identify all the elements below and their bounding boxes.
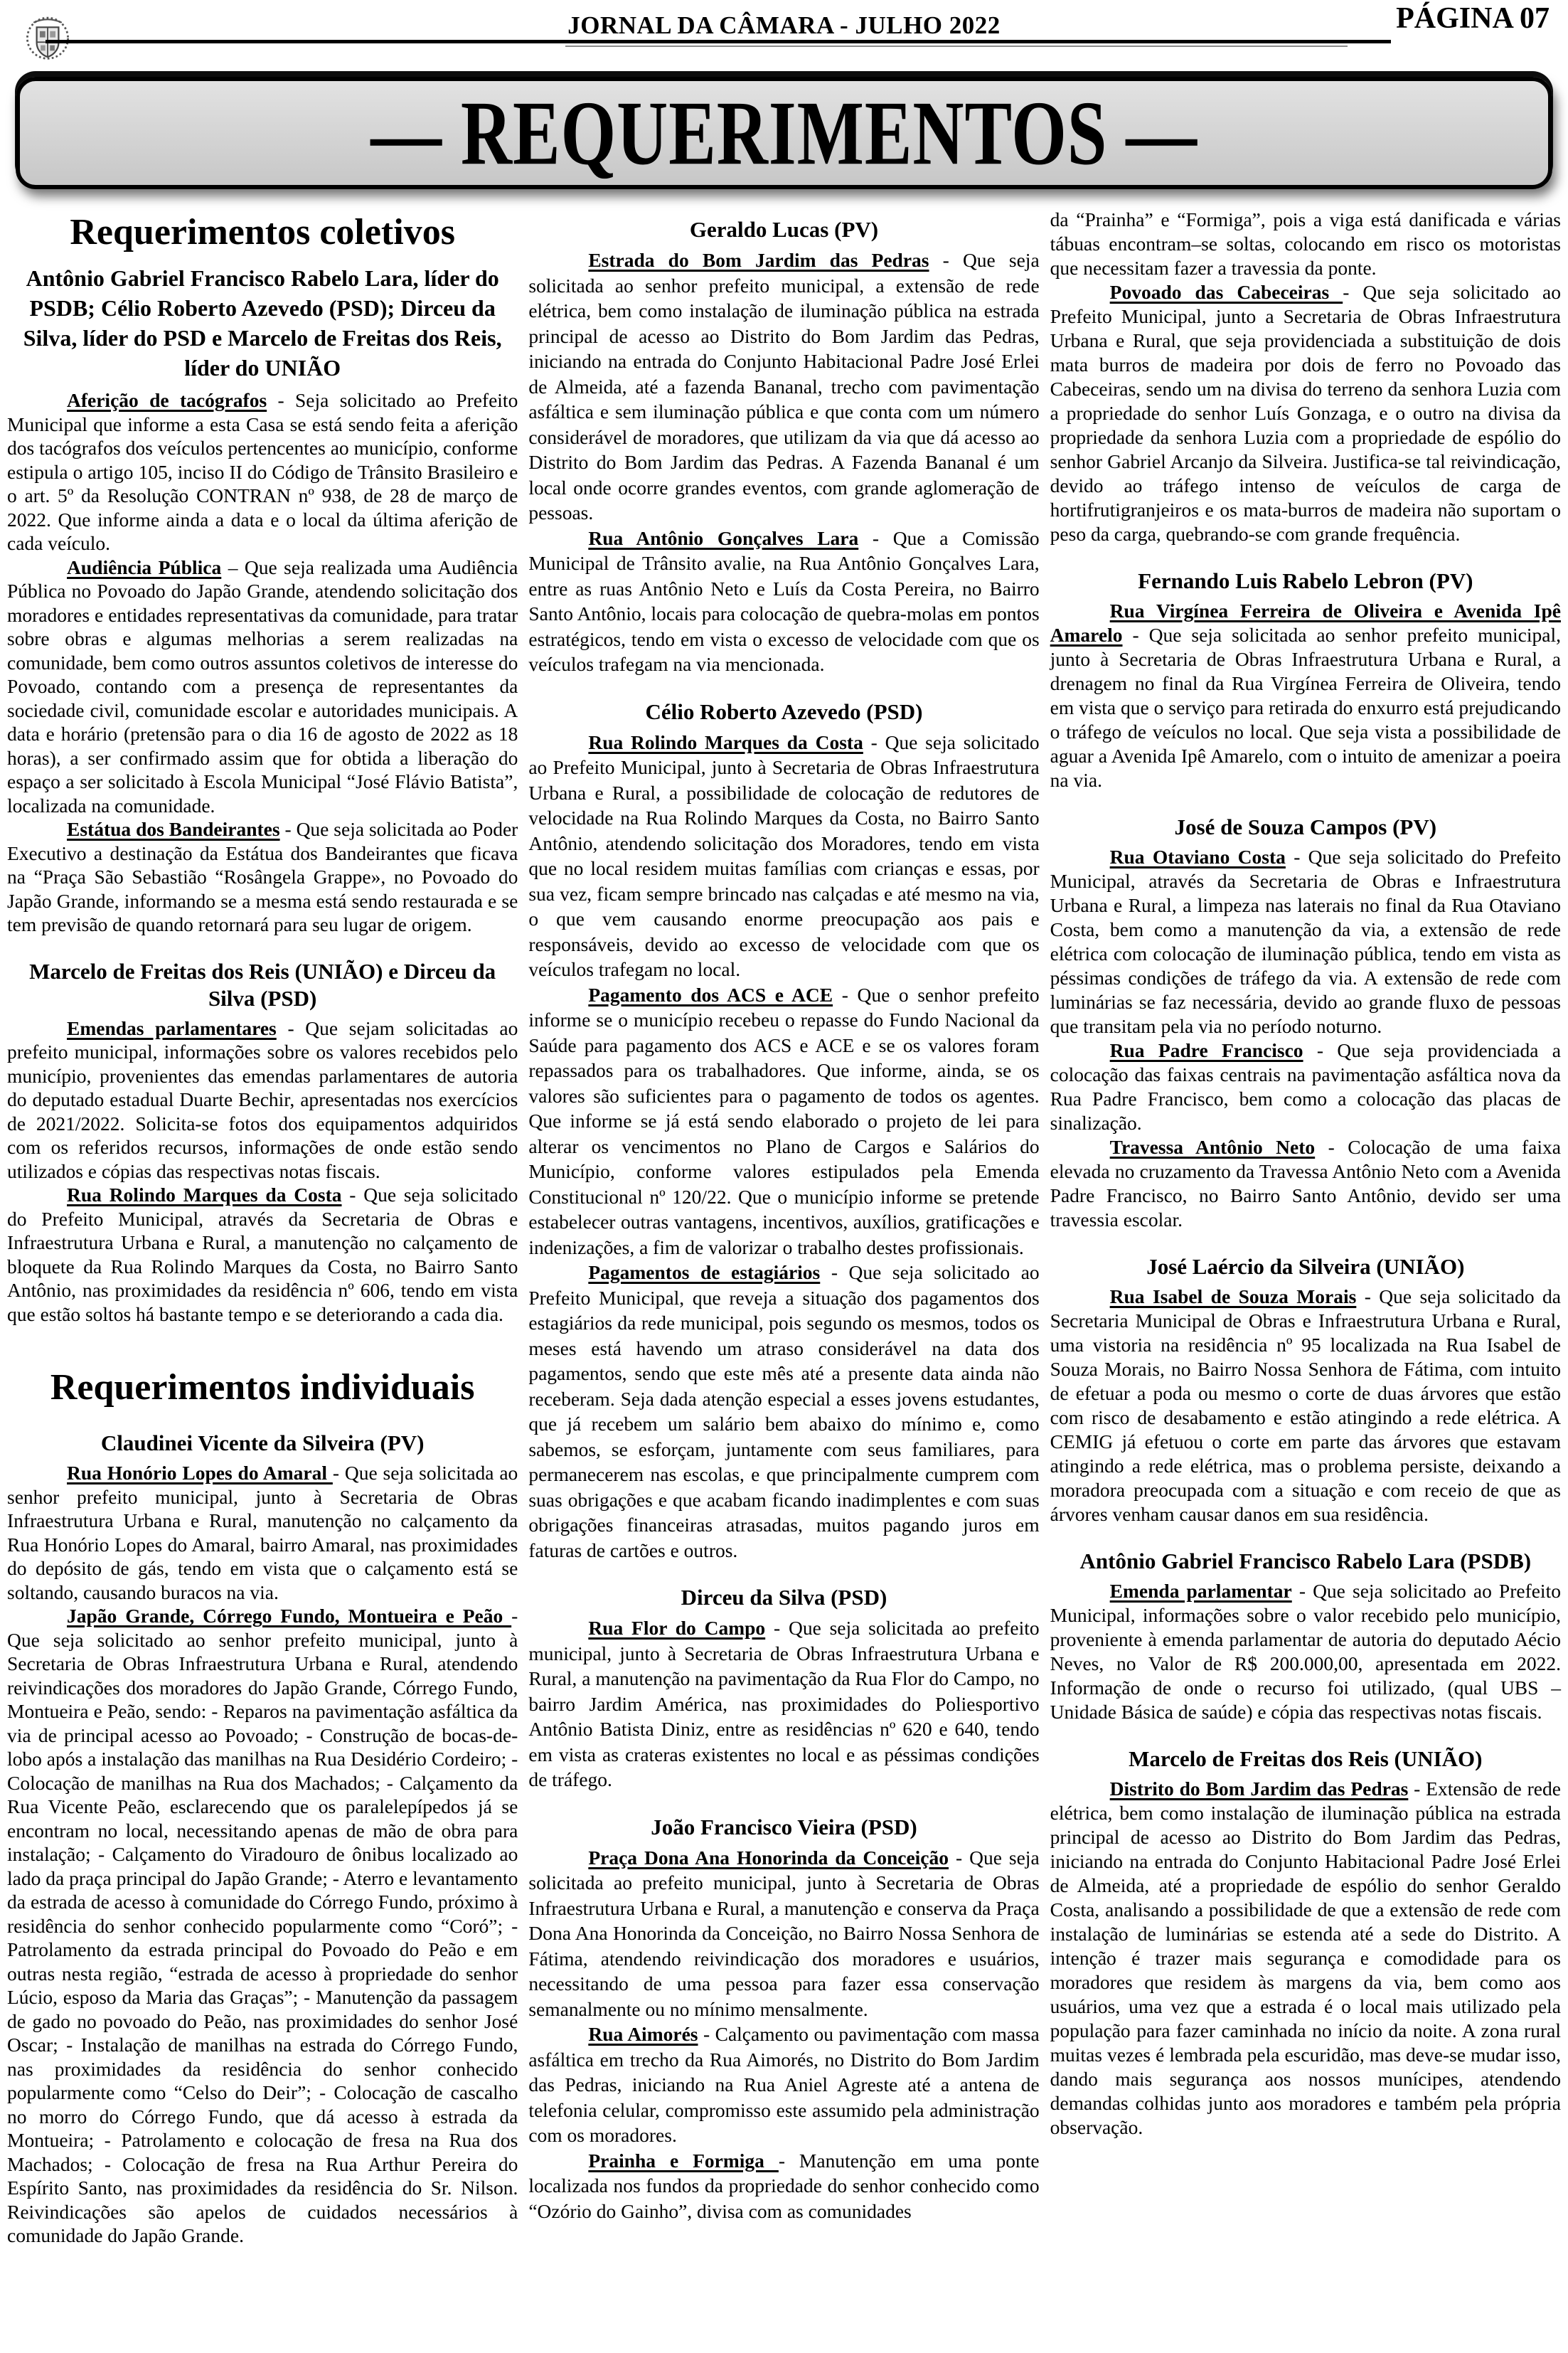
req-lead: Distrito do Bom Jardim das Pedras (1109, 1778, 1409, 1800)
req-lead: Rua Padre Francisco (1109, 1039, 1303, 1061)
req-lead: Pagamento dos ACS e ACE (588, 983, 833, 1006)
author-heading-marcelo-de-freitas: Marcelo de Freitas dos Reis (UNIÃO) (1129, 1746, 1483, 1771)
req-lead: Rua Otaviano Costa (1109, 846, 1286, 868)
req-text: - Que seja solicitada ao senhor prefeito municipal, junto à Secretaria de Obras Infraestrutura Urbana e Rural, a drenagem no final da Rua Virgínea Ferreira de Oliveira, tendo em vista que o serviço para retirada do enxurro está prejudicando o tráfego de veículos no local. Que seja vista a possibilidade de aguar a Avenida Ipê Amarelo, com o intuito de amenizar a poeira na via. (1050, 624, 1561, 791)
article-columns (0, 208, 1568, 2248)
req-text: – Que seja realizada uma Audiência Pública no Povoado do Japão Grande, atendendo solicitação dos moradores e entidades representativas da comunidade, para tratar sobre obras e algumas melhorias a serem realizadas na comunidade, bem como outros assuntos coletivos de interesse do Povoado, contando com a presença de representantes da sociedade civil, comunidade escolar e autoridades municipais. A data e horário (pretensão para o dia 16 de agosto de 2022 as 18 horas), a ser confirmado assim que for obtida a liberação do espaço a ser solicitado à Escola Municipal “José Flávio Batista”, localizada na comunidade. (7, 556, 518, 817)
req-text: - Que seja solicitada ao prefeito municipal, junto à Secretaria de Obras Infraestrutura Urbana e Rural, a manutenção na pavimentação da Rua Flor do Campo, no bairro Jardim América, nas proximidades do Poliesportivo Antônio Batista Diniz, entre as residências nº 620 e 640, tendo em vista as crateras existentes no local e as péssimas condições de tráfego. (528, 1617, 1040, 1790)
req-text: - Colocação de uma faixa elevada no cruzamento da Travessa Antônio Neto com a Avenida Padre Francisco, no Bairro Santo Antônio, devido ser uma travessia escolar. (1050, 1136, 1561, 1231)
author-heading-joao-francisco-vieira: João Francisco Vieira (PSD) (651, 1814, 917, 1839)
req-lead: Praça Dona Ana Honorinda da Conceição (588, 1846, 949, 1869)
req-lead: Rua Flor do Campo (588, 1617, 766, 1639)
req-text: - Manutenção em uma ponte localizada nos fundos da propriedade do senhor conhecido como “Ozório do Gainho”, divisa com as comunidades (528, 2149, 1040, 2222)
req-lead: Audiência Pública (67, 556, 222, 578)
author-heading-dirceu-da-silva: Dirceu da Silva (PSD) (681, 1585, 887, 1610)
section-title-requerimentos-individuais: Requerimentos individuais (50, 1367, 475, 1408)
req-text: - Que seja solicitado ao Prefeito Municipal, junto à Secretaria de Obras Infraestrutura Urbana e Rural, a possibilidade de colocação de redutores de velocidade na Rua Rolindo Marques da Costa, no Bairro Santo Antônio, atendendo solicitação dos Moradores, tendo em vista que no local residem muitas famílias com crianças e essas, por sua vez, ficam sempre brincado nas calçadas e até mesmo na via, o que vem causando enorme preocupação aos pais e responsáveis, devido ao excesso de velocidade com que os veículos trafegam no local. (528, 731, 1040, 980)
req-text: - Que sejam solicitadas ao prefeito municipal, informações sobre os valores recebidos pelo município, provenientes das emendas parlamentares de autoria do deputado estadual Duarte Bechir, apresentadas nos exercícios de 2021/2022. Solicita-se fotos dos equipamentos adquiridos com os referidos recursos, informações de onde estão sendo utilizados e cópias das respectivas notas fiscais. (7, 1016, 518, 1182)
req-rua-padre-francisco (1050, 1039, 1561, 1135)
req-lead: Prainha e Formiga (588, 2149, 779, 2172)
section-title-requerimentos-coletivos: Requerimentos coletivos (70, 212, 455, 253)
req-estrada-do-bom-jardim-das-pedras (528, 248, 1039, 526)
req-lead: Travessa Antônio Neto (1109, 1136, 1316, 1158)
req-lead: Povoado das Cabeceiras (1109, 281, 1343, 303)
req-text: - Extensão de rede elétrica, bem como instalação de iluminação pública na estrada principal de acesso ao Distrito do Bom Jardim das Pedras, iniciando na entrada do Conjunto Habitacional Padre José Erlei de Almeida, até a propriedade de espólio do senhor Geraldo Costa, analisando a possibilidade de que a extensão de rede com instalação de luminárias se estenda até a sede do Distrito. A intenção é trazer mais segurança e comodidade para os moradores que residem às margens da via, bem como aos usuários, uma vez que a estrada é o local mais utilizado pela população para fazer caminhada no início da noite. A zona rural muitas vezes é lembrada pela escuridão, mas deve-se mudar isso, dando mais segurança aos nossos munícipes, atendendo demandas colhidas junto aos moradores e também pela própria observação. (1050, 1778, 1561, 2138)
req-distrito-do-bom-jardim-das-pedras (1050, 1777, 1561, 2140)
req-audiencia-publica (7, 556, 518, 818)
req-estatua-dos-bandeirantes (7, 817, 518, 937)
req-pagamentos-de-estagiarios (528, 1260, 1039, 1563)
req-rua-isabel-de-souza-morais (1050, 1285, 1561, 1526)
journal-title: JORNAL DA CÂMARA - JULHO 2022 (567, 11, 1001, 39)
req-lead: Rua Rolindo Marques da Costa (588, 731, 863, 753)
req-text: - Que seja solicitado da Secretaria Municipal de Obras e Infraestrutura Urbana e Rural, uma vistoria na residência nº 95 localizada na Rua Isabel de Souza Morais, no Bairro Nossa Senhora de Fátima, com intuito de efetuar a poda ou mesmo o corte de duas árvores que estão com risco de desabamento e estão atingindo a rede elétrica. A CEMIG já efetuou o corte em parte das árvores que estavam atingindo a rede elétrica, mas o problema persiste, deixando a moradora preocupada com a situação e com receio de que as árvores venham causar danos em sua residência. (1050, 1285, 1561, 1525)
req-lead: Rua Honório Lopes do Amaral (67, 1462, 333, 1484)
req-lead: Rua Aimorés (588, 2023, 698, 2045)
req-rua-virginea-ferreira-avenida-ipe (1050, 599, 1561, 792)
req-lead: Emendas parlamentares (67, 1016, 277, 1039)
req-rua-rolindo-marques-da-costa (7, 1183, 518, 1326)
req-prainha-e-formiga (528, 2148, 1039, 2224)
req-travessa-antonio-neto (1050, 1135, 1561, 1232)
author-heading-claudinei: Claudinei Vicente da Silveira (PV) (100, 1430, 425, 1456)
req-text: - Que seja providenciada a colocação das faixas centrais na pavimentação asfáltica nova da Rua Padre Francisco, bem como a colocação das placas de sinalização. (1050, 1039, 1561, 1134)
req-rua-rolindo-marques-redutores (528, 730, 1039, 982)
author-heading-celio-roberto: Célio Roberto Azevedo (PSD) (645, 699, 923, 724)
req-lead: Rua Virgínea Ferreira de Oliveira e Avenida Ipê Amarelo (1050, 600, 1561, 646)
req-afericao-de-tacografos (7, 388, 518, 556)
req-japao-grande-corrego-fundo (7, 1604, 518, 2248)
author-heading-jose-de-souza-campos: José de Souza Campos (PV) (1174, 814, 1437, 839)
req-rua-flor-do-campo (528, 1615, 1039, 1792)
req-rua-antonio-goncalves-lara (528, 526, 1039, 677)
req-text: - Seja solicitado ao Prefeito Municipal que informe a esta Casa se está sendo feita a aferição dos tacógrafos dos veículos pertencentes ao município, conforme estipula o artigo 105, inciso II do Código de Trânsito Brasileiro e o art. 5º da Resolução CONTRAN nº 938, de 28 de março de 2022. Que informe ainda a data e o local da última aferição de cada veículo. (7, 389, 518, 555)
column-2 (528, 208, 1039, 2248)
requerimentos-banner (16, 77, 1552, 189)
req-lead: Rua Isabel de Souza Morais (1109, 1285, 1357, 1307)
req-text: - Que seja solicitada ao senhor prefeito municipal, junto à Secretaria de Obras Infraestrutura Urbana e Rural, manutenção no calçamento da Rua Honório Lopes do Amaral, bairro Amaral, nas proximidades do depósito de gás, tendo em vista que o calçamento está se soltando, causando buracos na via. (7, 1462, 518, 1603)
page-header (0, 0, 1568, 68)
req-text: - Calçamento ou pavimentação com massa asfáltica em trecho da Rua Aimorés, no Distrito do Bom Jardim das Pedras, iniciando na Rua Aniel Agreste até a antena de telefonia celular, compromisso este assumido pela administração com os moradores. (528, 2023, 1040, 2146)
req-text: - Que seja solicitada ao Poder Executivo a destinação da Estátua dos Bandeirantes que ficava na “Praça São Sebastião “Rosângela Grappe», no Povoado do Japão Grande, informando se a mesma está sendo restaurada e se tem previsão de quando retornará para seu lugar de origem. (7, 818, 518, 936)
req-lead: Rua Antônio Gonçalves Lara (588, 526, 859, 549)
req-lead: Estátua dos Bandeirantes (67, 818, 280, 841)
req-lead: Emenda parlamentar (1109, 1580, 1292, 1602)
banner-title: — REQUERIMENTOS — (370, 82, 1198, 184)
header-rule-secondary (565, 46, 1348, 47)
page-number: PÁGINA 07 (1396, 2, 1550, 35)
req-emendas-parlamentares (7, 1016, 518, 1184)
req-text: - Que a Comissão Municipal de Trânsito avalie, na Rua Antônio Gonçalves Lara, entre as ruas Antônio Neto e Luís da Costa Pereira, no Bairro Santo Antônio, locais para colocação de quebra-molas em pontos estratégicos, tendo em vista o excesso de velocidade com que os veículos trafegam na via mencionada. (528, 526, 1040, 675)
req-lead: Aferição de tacógrafos (67, 389, 267, 412)
req-text: - Que seja solicitada ao senhor prefeito municipal, a extensão de rede elétrica, bem como instalação de iluminação pública na estrada principal de acesso ao Distrito do Bom Jardim das Pedras, iniciando na entrada do Conjunto Habitacional Padre José Erlei de Almeida, até a fazenda Bananal, trecho com pavimentação asfáltica e sem iluminação pública e que conta com um número considerável de moradores, que utilizam da via que dá acesso ao Distrito do Bom Jardim das Pedras. A Fazenda Bananal é um local onde ocorre grandes eventos, com grande aglomeração de pessoas. (528, 249, 1040, 524)
req-emenda-parlamentar (1050, 1579, 1561, 1724)
req-text: - Que seja solicitado ao Prefeito Municipal, junto a Secretaria de Obras Infraestrutura Urbana e Rural, que seja providenciada a substituição de dois mata burros de madeira por dois de ferro no Povoado das Cabeceiras, sendo um na divisa do terreno da senhora Luzia com a propriedade do senhor Luís Gonzaga, e o outro na divisa da propriedade da senhora Luzia com a propriedade de espólio do senhor Gabriel Arcanjo da Silveira. Justifica-se tal reivindicação, devido ao tráfego intenso de veículos de carga de hortifrutigranjeiros e os mata-burros de madeira não suportam o peso da carga, quebrando-se com grande frequência. (1050, 281, 1561, 545)
req-povoado-das-cabeceiras (1050, 280, 1561, 546)
req-text: - Que o senhor prefeito informe se o município recebeu o repasse do Fundo Nacional da Saúde para pagamento dos ACS e ACE e se os valores foram repassados para os trabalhadores. Que informe, ainda, se os valores são suficientes para o pagamento de todos os agentes. Que informe se já está sendo elaborado o projeto de lei para alterar os vencimentos no Plano de Cargos e Salários do Município, conforme valores estipulados pela Emenda Constitucional nº 120/22. Que o município informe se pretende estabelecer outras vantagens, incentivos, auxílios, gratificações e indenizações, a fim de valorizar o trabalho destes profissionais. (528, 983, 1040, 1258)
req-text: - Que seja solicitada ao prefeito municipal, junto à Secretaria de Obras Infraestrutura Urbana e Rural, a manutenção e conserva da Praça Dona Ana Honorinda da Conceição, no Bairro Nossa Senhora de Fátima, atendendo reivindicação dos moradores e usuários, necessitando de uma pessoa para fazer essa conservação semanalmente ou no mínimo mensalmente. (528, 1846, 1040, 2020)
req-praca-dona-ana-honorinda (528, 1845, 1039, 2022)
req-lead: Pagamentos de estagiários (588, 1261, 821, 1283)
author-heading-jose-laercio: José Laércio da Silveira (UNIÃO) (1146, 1254, 1465, 1279)
column-3 (1050, 208, 1561, 2248)
collective-authors-heading: Antônio Gabriel Francisco Rabelo Lara, líder do PSDB; Célio Roberto Azevedo (PSD); Dirceu da Silva, líder do PSD e Marcelo de Freitas dos Reis, líder do UNIÃO (23, 265, 502, 381)
author-heading-fernando-luis-rabelo: Fernando Luis Rabelo Lebron (PV) (1138, 568, 1473, 593)
author-heading-geraldo-lucas: Geraldo Lucas (PV) (689, 217, 879, 242)
req-lead: Estrada do Bom Jardim das Pedras (588, 249, 929, 271)
req-rua-honorio-lopes-do-amaral (7, 1461, 518, 1604)
req-prainha-e-formiga-continuacao: da “Prainha” e “Formiga”, pois a viga está danificada e várias tábuas encontram–se soltas, colocando em risco os motoristas que necessitam fazer a travessia da ponte. (1050, 208, 1561, 279)
column-1 (7, 208, 518, 2248)
req-lead: Rua Rolindo Marques da Costa (67, 1184, 342, 1206)
req-text: - Que seja solicitado ao Prefeito Municipal, que reveja a situação dos pagamentos dos estagiários da rede municipal, pois segundo os mesmos, todos os meses está havendo um atraso considerável na data dos pagamentos, sendo que este mês até a presente data ainda não receberam. Seja dada atenção especial a esses jovens estudantes, que já recebem um salário bem abaixo do mínimo e, como sabemos, se esforçam, juntamente com seus familiares, para permanecerem nas escolas, e que principalmente cumprem com suas obrigações e que acabam ficando inadimplentes e com suas obrigações financeiras atrasadas, muitos pagando juros em faturas de cartões e outros. (528, 1261, 1040, 1561)
author-heading-marcelo-dirceu: Marcelo de Freitas dos Reis (UNIÃO) e Dirceu da Silva (PSD) (29, 958, 496, 1011)
req-text: - Que seja solicitado do Prefeito Municipal, através da Secretaria de Obras e Infraestrutura Urbana e Rural, a limpeza nas laterais no final da Rua Otaviano Costa, bem como a manutenção da via, a extensão de rede elétrica com colocação de iluminação pública, tendo em vista as péssimas condições de tráfego da via. A extensão de rede com luminárias se faz necessária, devido ao grande fluxo de pessoas que transitam pela via no período noturno. (1050, 846, 1561, 1037)
req-pagamento-dos-acs-e-ace (528, 982, 1039, 1260)
req-text: - Que seja solicitado ao Prefeito Municipal, informações sobre o valor recebido pelo município, proveniente à emenda parlamentar de autoria do deputado Aécio Neves, no Valor de R$ 200.000,00, apresentada em 2022. Informação de onde o recurso foi utilizado, (qual UBS – Unidade Básica de saúde) e cópia das respectivas notas fiscais. (1050, 1580, 1561, 1723)
author-heading-antonio-gabriel: Antônio Gabriel Francisco Rabelo Lara (PSDB) (1079, 1549, 1532, 1573)
req-text: - Que seja solicitado ao senhor prefeito municipal, junto à Secretaria de Obras Infraestrutura Urbana e Rural, atendendo reivindicações dos moradores do Japão Grande, Córrego Fundo, Montueira e Peão, sendo: - Reparos na pavimentação asfáltica da via de principal acesso ao Povoado; - Construção de bocas-de-lobo após a instalação das manilhas na Rua Desidério Cordeiro; - Colocação de manilhas na Rua dos Machados; - Calçamento da Rua Vicente Peão, esclarecendo que os paralelepípedos já se encontram no local, necessitando apenas de mão de obra para instalação; - Calçamento do Viradouro de ônibus localizado ao lado da praça principal do Japão Grande; - Aterro e levantamento da estrada de acesso à comunidade do Córrego Fundo, próximo à residência do senhor conhecido popularmente como “Coró”; - Patrolamento da estrada principal do Povoado do Peão e em outras nesta região, “estrada de acesso à propriedade do senhor Lúcio, esposo da Maria das Graças”; - Manutenção da passagem de gado no povoado do Peão, nas proximidades do senhor José Oscar; - Instalação de manilhas na estrada do Córrego Fundo, nas proximidades da residência do senhor conhecido popularmente como “Celso do Deir”; - Colocação de cascalho no morro do Córrego Fundo, que dá acesso à estrada da Montueira; - Patrolamento e colocação de fresa na Rua dos Machados; - Colocação de fresa na Rua Arthur Pereira do Espírito Santo, nas proximidades da residência do Sr. Nilson. Reivindicações são apelos de cuidados necessários à comunidade do Japão Grande. (7, 1605, 518, 2247)
req-text: - Que seja solicitado do Prefeito Municipal, através da Secretaria de Obras e Infraestrutura Urbana e Rural, a manutenção no calçamento de bloquete da Rua Rolindo Marques da Costa, no Bairro Santo Antônio, nas proximidades da residência nº 606, tendo em vista que estão soltos há bastante tempo e se deteriorando a cada dia. (7, 1184, 518, 1325)
req-lead: Japão Grande, Córrego Fundo, Montueira e Peão (67, 1605, 512, 1627)
req-rua-aimores (528, 2022, 1039, 2148)
header-rule (46, 40, 1391, 43)
req-rua-otaviano-costa (1050, 845, 1561, 1039)
